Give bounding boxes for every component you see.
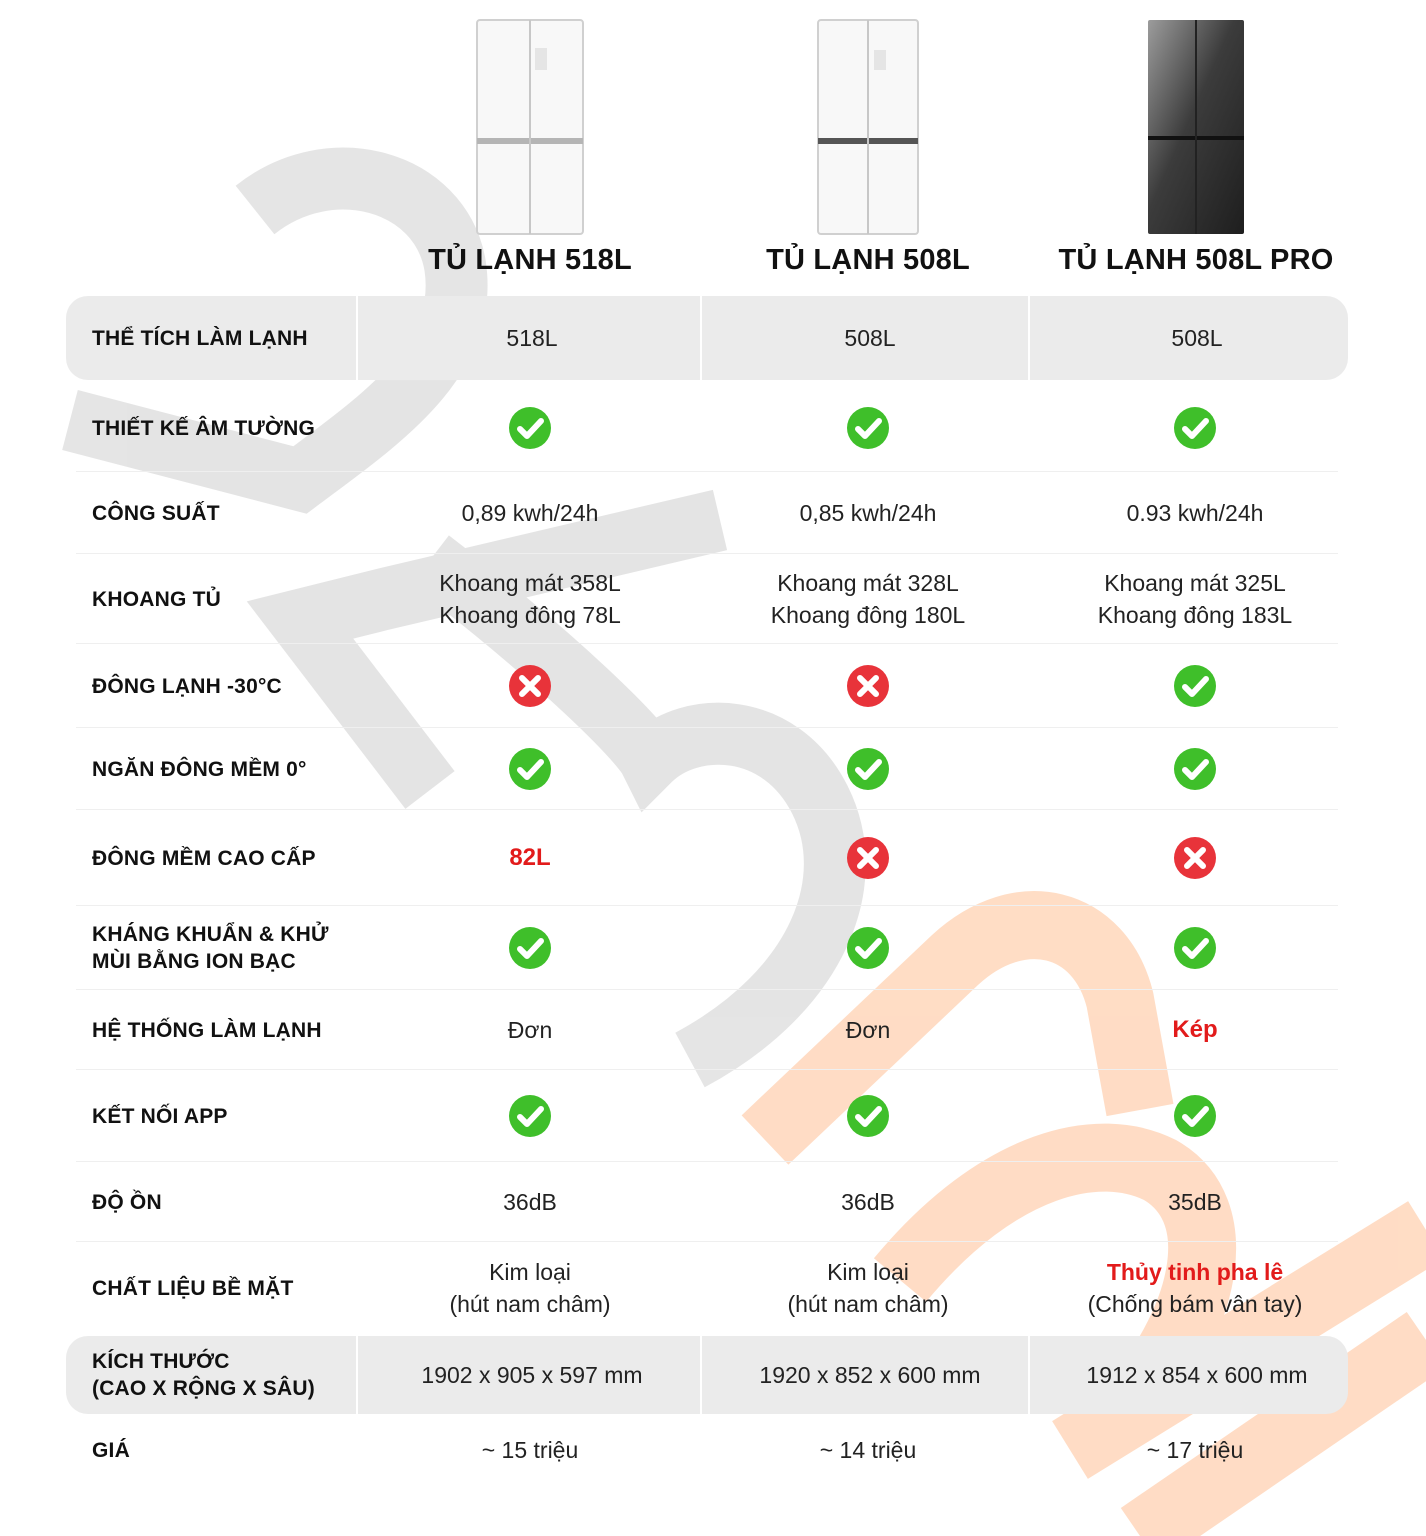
row-surface-material bbox=[66, 1242, 1348, 1334]
check-icon bbox=[846, 406, 890, 450]
cell-value-highlight: 82L bbox=[509, 844, 551, 871]
check-icon bbox=[1173, 747, 1217, 791]
row-antibacterial bbox=[66, 906, 1348, 990]
cell-value: 0.93 kwh/24h bbox=[1126, 500, 1264, 526]
check-icon bbox=[1173, 926, 1217, 970]
row-label: KHÁNG KHUẨN & KHỬ MÙI BẰNG ION BẠC bbox=[92, 923, 329, 973]
check-icon bbox=[846, 747, 890, 791]
row-label: CHẤT LIỆU BỀ MẶT bbox=[92, 1276, 294, 1300]
cell-value: Khoang mát 328L Khoang đông 180L bbox=[770, 570, 966, 628]
cell-value: 36dB bbox=[841, 1189, 895, 1215]
product-column-0 bbox=[380, 18, 680, 276]
cross-icon bbox=[508, 664, 552, 708]
cell-value: 518L bbox=[506, 325, 558, 351]
white-fridge-icon bbox=[475, 18, 585, 236]
row-label: ĐÔNG MỀM CAO CẤP bbox=[92, 846, 316, 870]
row-built-in bbox=[66, 384, 1348, 472]
cross-icon bbox=[846, 664, 890, 708]
check-icon bbox=[1173, 664, 1217, 708]
cell-value: ~ 14 triệu bbox=[819, 1437, 917, 1463]
check-icon bbox=[846, 926, 890, 970]
cell-value: Khoang mát 325L Khoang đông 183L bbox=[1097, 570, 1293, 628]
cell-value: 1912 x 854 x 600 mm bbox=[1086, 1362, 1308, 1388]
check-icon bbox=[508, 747, 552, 791]
row-label: CÔNG SUẤT bbox=[92, 501, 220, 525]
product-column-2 bbox=[1046, 18, 1346, 276]
cell-value: Khoang mát 358L Khoang đông 78L bbox=[439, 570, 621, 628]
cell-value: 36dB bbox=[503, 1189, 557, 1215]
cell-value: 35dB bbox=[1168, 1189, 1222, 1215]
cell-value: 0,85 kwh/24h bbox=[799, 500, 937, 526]
row-soft-freeze bbox=[66, 728, 1348, 810]
cross-icon bbox=[846, 836, 890, 880]
row-app-connect bbox=[66, 1070, 1348, 1162]
row-label: KÍCH THƯỚC (CAO X RỘNG X SÂU) bbox=[92, 1350, 315, 1400]
row-premium-soft-freeze bbox=[66, 810, 1348, 906]
product-name: TỦ LẠNH 508L bbox=[766, 244, 970, 276]
check-icon bbox=[846, 1094, 890, 1138]
row-label: ĐÔNG LẠNH -30°C bbox=[92, 674, 282, 698]
cell-value-note: (Chống bám vân tay) bbox=[1087, 1291, 1303, 1317]
cell-value: Đơn bbox=[507, 1017, 553, 1043]
cell-value: ~ 15 triệu bbox=[481, 1437, 579, 1463]
row-label: HỆ THỐNG LÀM LẠNH bbox=[92, 1018, 322, 1042]
product-name: TỦ LẠNH 508L PRO bbox=[1058, 244, 1334, 276]
cell-value: Kim loại (hút nam châm) bbox=[787, 1259, 949, 1317]
cell-value: 508L bbox=[1171, 325, 1223, 351]
row-dimensions bbox=[66, 1336, 1348, 1414]
cross-icon bbox=[1173, 836, 1217, 880]
row-label: KẾT NỐI APP bbox=[92, 1104, 228, 1128]
white-fridge-icon bbox=[816, 18, 920, 236]
row-label: THIẾT KẾ ÂM TƯỜNG bbox=[92, 416, 316, 440]
check-icon bbox=[1173, 1094, 1217, 1138]
cell-value: 508L bbox=[844, 325, 896, 351]
row-compartments bbox=[66, 554, 1348, 644]
dark-fridge-icon bbox=[1147, 18, 1245, 236]
cell-value: 0,89 kwh/24h bbox=[461, 500, 599, 526]
cell-value: Đơn bbox=[845, 1017, 891, 1043]
row-label: KHOANG TỦ bbox=[92, 587, 221, 611]
row-label: ĐỘ ỒN bbox=[92, 1190, 162, 1214]
check-icon bbox=[508, 926, 552, 970]
check-icon bbox=[508, 1094, 552, 1138]
row-label: THỂ TÍCH LÀM LẠNH bbox=[92, 326, 308, 350]
check-icon bbox=[508, 406, 552, 450]
row-deep-freeze bbox=[66, 644, 1348, 728]
row-price bbox=[66, 1414, 1348, 1486]
cell-value: Kim loại (hút nam châm) bbox=[449, 1259, 611, 1317]
cell-value: 1920 x 852 x 600 mm bbox=[759, 1362, 981, 1388]
check-icon bbox=[1173, 406, 1217, 450]
cell-value-highlight: Kép bbox=[1172, 1016, 1218, 1043]
row-label: GIÁ bbox=[92, 1438, 130, 1462]
row-noise bbox=[66, 1162, 1348, 1242]
row-power bbox=[66, 472, 1348, 554]
row-volume bbox=[66, 296, 1348, 380]
row-cooling-system bbox=[66, 990, 1348, 1070]
product-column-1 bbox=[718, 18, 1018, 276]
product-name: TỦ LẠNH 518L bbox=[428, 244, 632, 276]
cell-value: 1902 x 905 x 597 mm bbox=[421, 1362, 643, 1388]
row-label: NGĂN ĐÔNG MỀM 0° bbox=[92, 757, 307, 781]
cell-value-highlight: Thủy tinh pha lê bbox=[1106, 1259, 1284, 1285]
cell-value: ~ 17 triệu bbox=[1146, 1437, 1244, 1463]
